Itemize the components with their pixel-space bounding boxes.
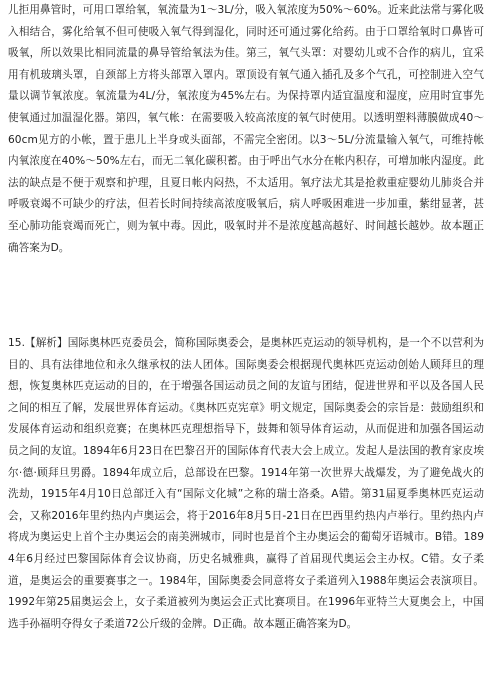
explanation-paragraph-oxygen-therapy: 儿拒用鼻管时，可用口罩给氧，氧流量为1～3L/分，吸入氧浓度为50%～60%。近来此法常与雾化吸入相结合，雾化给氧不但可使吸入氧气得到湿化，同时还可通过雾化给药。由于口罩给氧时口鼻皆可吸氧，所以效果比相同流量的鼻导管给氧法为佳。第三，氧气头罩：对婴幼儿或不合作的病儿，宜采用有机玻璃头罩，自颈部上方将头部罩入罩内。罩顶设有氧气通入插孔及多个气孔，可控制进入空气量以调节氧浓度。氧流量为4L/分，氧浓度为45%左右。为保持罩内适宜温度和湿度，应用时宜事先使氧通过加温湿化器。第四，氧气帐：在需要吸入较高浓度的氧气时使用。以透明塑料薄膜做成40～60cm见方的小帐，置于患儿上半身或头面部，不需完全密闭。以3～5L/分流量输入氧气，可维持帐内氧浓度在40%～50%左右，而无二氧化碳积蓄。由于呼出气水分在帐内积存，可增加帐内湿度。此法的缺点是不便于观察和护理，且夏日帐内闷热，不太适用。氧疗法尤其是抢救重症婴幼儿肺炎合并呼吸衰竭不可缺少的疗法，但若长时间持续高浓度吸氧后，病人呼吸困难进一步加重，紫绀显著，甚至心肺功能衰竭而死亡，则为氧中毒。因此，吸氧时并不是浓度越高越好、时间越长越妙。故本题正确答案为D。 [8, 4, 484, 254]
explanation-paragraph-question-15: 15.【解析】国际奥林匹克委员会，简称国际奥委会，是奥林匹克运动的领导机构，是一个不以营利为目的、具有法律地位和永久继承权的法人团体。国际奥委会根据现代奥林匹克运动创始人顾拜旦的理想，恢复奥林匹克运动的目的，在于增强各国运动员之间的友谊与团结，促进世界和平以及各国人民之间的相互了解，发展世界体育运动。《奥林匹克宪章》明文规定，国际奥委会的宗旨是：鼓励组织和发展体育运动和组织竞赛；在奥林匹克理想指导下，鼓舞和领导体育运动，从而促进和加强各国运动员之间的友谊。1894年6月23日在巴黎召开的国际体育代表大会上成立。发起人是法国的教育家皮埃尔·德·顾拜旦男爵。1894年成立后，总部设在巴黎。1914年第一次世界大战爆发，为了避免战火的洗劫，1915年4月10日总部迁入有“国际文化城”之称的瑞士洛桑。A错。第31届夏季奥林匹克运动会，又称2016年里约热内卢奥运会，将于2016年8月5日-21日在巴西里约热内卢举行。里约热内卢将成为奥运史上首个主办奥运会的南美洲城市，同时也是首个主办奥运会的葡萄牙语城市。B错。1894年6月经过巴黎国际体育会议协商，历史名城雅典，赢得了首届现代奥运会主办权。C错。女子柔道，是奥运会的重要赛事之一。1984年，国际奥委会同意将女子柔道列入1988年奥运会表演项目。1992年第25届奥运会上，女子柔道被列为奥运会正式比赛项目。在1996年亚特兰大夏奥会上，中国选手孙福明夺得女子柔道72公斤级的金牌。D正确。故本题正确答案为D。 [8, 337, 484, 630]
